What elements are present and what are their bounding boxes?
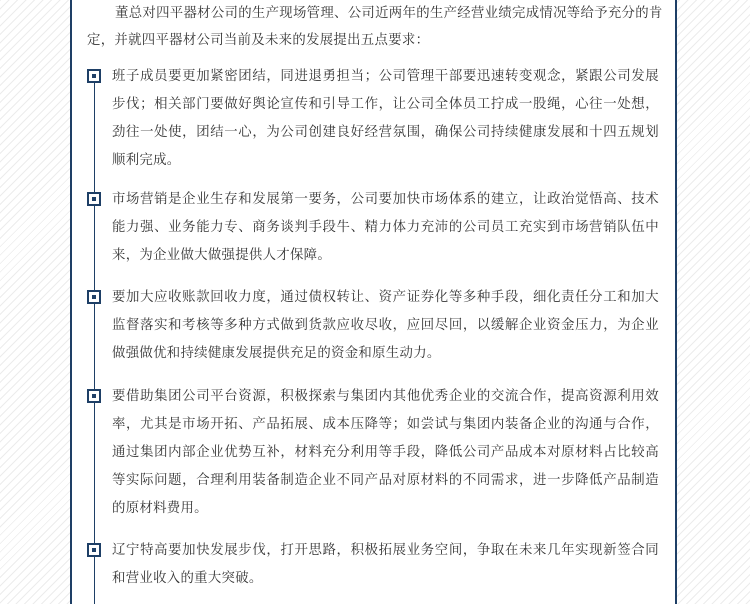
bullet-square-icon — [87, 290, 101, 304]
bullet-square-icon — [87, 389, 101, 403]
requirement-text-3: 要加大应收账款回收力度，通过债权转让、资产证券化等多种手段，细化责任分工和加大监督落实和考核等多种方式做到货款应收尽收，应回尽回，以缓解企业资金压力，为企业做强做优和持续健康发展提供充足的资金和原生动力。 — [112, 290, 659, 361]
requirement-text-4: 要借助集团公司平台资源，积极探索与集团内其他优秀企业的交流合作，提高资源利用效率，尤其是市场开拓、产品拓展、成本压降等；如尝试与集团内装备企业的沟通与合作，通过集团内部企业优势互补，材料充分利用等手段，降低公司产品成本对原材料占比较高等实际问题，合理利用装备制造企业不同产品对原材料的不同需求，进一步降低产品制造的原材料费用。 — [112, 389, 659, 516]
bullet-square-icon — [87, 192, 101, 206]
requirement-text-2: 市场营销是企业生存和发展第一要务，公司要加快市场体系的建立，让政治觉悟高、技术能力强、业务能力专、商务谈判手段牛、精力体力充沛的公司员工充实到市场营销队伍中来，为企业做大做强提供人才保障。 — [112, 192, 659, 263]
timeline-line — [94, 70, 95, 604]
requirement-text-1: 班子成员要更加紧密团结，同进退勇担当；公司管理干部要迅速转变观念，紧跟公司发展步伐；相关部门要做好舆论宣传和引导工作，让公司全体员工拧成一股绳，心往一处想，劲往一处使，团结一心，为公司创建良好经营氛围，确保公司持续健康发展和十四五规划顺利完成。 — [112, 69, 659, 168]
article-card — [70, 0, 677, 604]
bullet-square-icon — [87, 543, 101, 557]
bullet-square-icon — [87, 69, 101, 83]
requirement-text-5: 辽宁特高要加快发展步伐，打开思路，积极拓展业务空间，争取在未来几年实现新签合同和营业收入的重大突破。 — [112, 543, 659, 586]
intro-paragraph: 董总对四平器材公司的生产现场管理、公司近两年的生产经营业绩完成情况等给予充分的肯定，并就四平器材公司当前及未来的发展提出五点要求： — [87, 6, 663, 48]
